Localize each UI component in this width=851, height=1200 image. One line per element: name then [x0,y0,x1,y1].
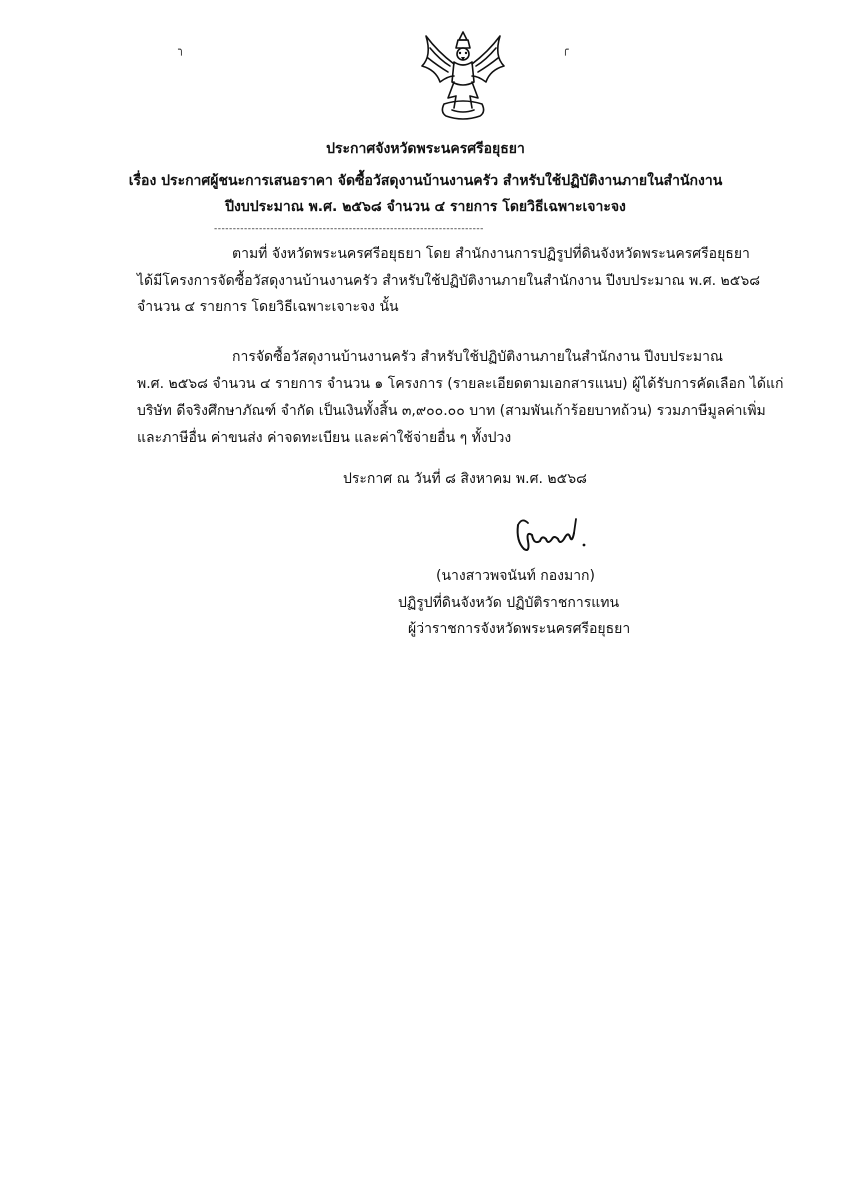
paragraph-2-line-2: พ.ศ. ๒๕๖๘ จำนวน ๔ รายการ จำนวน ๑ โครงการ (รายละเอียดตามเอกสารแนบ) ผู้ได้รับการคัดเลือก ได้แก่ [137,376,784,392]
corner-mark-right: ╭ [562,43,569,56]
handwritten-signature [512,511,594,561]
signatory-name: (นางสาวพจนันท์ กองมาก) [436,568,595,584]
announcement-title: ประกาศจังหวัดพระนครศรีอยุธยา [326,141,525,157]
corner-mark-left: ╮ [178,43,185,56]
subject-line-2: ปีงบประมาณ พ.ศ. ๒๕๖๘ จำนวน ๔ รายการ โดยวิธีเฉพาะเจาะจง [225,199,626,215]
paragraph-2-line-3: บริษัท ดีจริงศึกษาภัณฑ์ จำกัด เป็นเงินทั้งสิ้น ๓,๙๐๐.๐๐ บาท (สามพันเก้าร้อยบาทถ้วน) รวมภาษีมูลค่าเพิ่ม [137,403,766,419]
paragraph-2-line-4: และภาษีอื่น ค่าขนส่ง ค่าจดทะเบียน และค่าใช้จ่ายอื่น ๆ ทั้งปวง [137,430,512,446]
paragraph-1-line-2: ได้มีโครงการจัดซื้อวัสดุงานบ้านงานครัว สำหรับใช้ปฏิบัติงานภายในสำนักงาน ปีงบประมาณ พ.ศ. ๒๕๖๘ [137,273,761,289]
signatory-position-1: ปฏิรูปที่ดินจังหวัด ปฏิบัติราชการแทน [398,595,620,611]
subject-line-1: เรื่อง ประกาศผู้ชนะการเสนอราคา จัดซื้อวัสดุงานบ้านงานครัว สำหรับใช้ปฏิบัติงานภายในสำนักงาน [128,173,723,189]
announcement-date: ประกาศ ณ วันที่ ๘ สิงหาคม พ.ศ. ๒๕๖๘ [343,471,587,487]
paragraph-1-line-3: จำนวน ๔ รายการ โดยวิธีเฉพาะเจาะจง นั้น [137,299,399,315]
paragraph-2-line-1: การจัดซื้อวัสดุงานบ้านงานครัว สำหรับใช้ปฏิบัติงานภายในสำนักงาน ปีงบประมาณ [232,349,724,365]
separator-line: ------------------------------------------------------------------------ [214,224,484,234]
garuda-emblem-icon [414,26,512,126]
paragraph-1-line-1: ตามที่ จังหวัดพระนครศรีอยุธยา โดย สำนักงานการปฏิรูปที่ดินจังหวัดพระนครศรีอยุธยา [232,246,750,262]
signatory-position-2: ผู้ว่าราชการจังหวัดพระนครศรีอยุธยา [408,621,631,637]
